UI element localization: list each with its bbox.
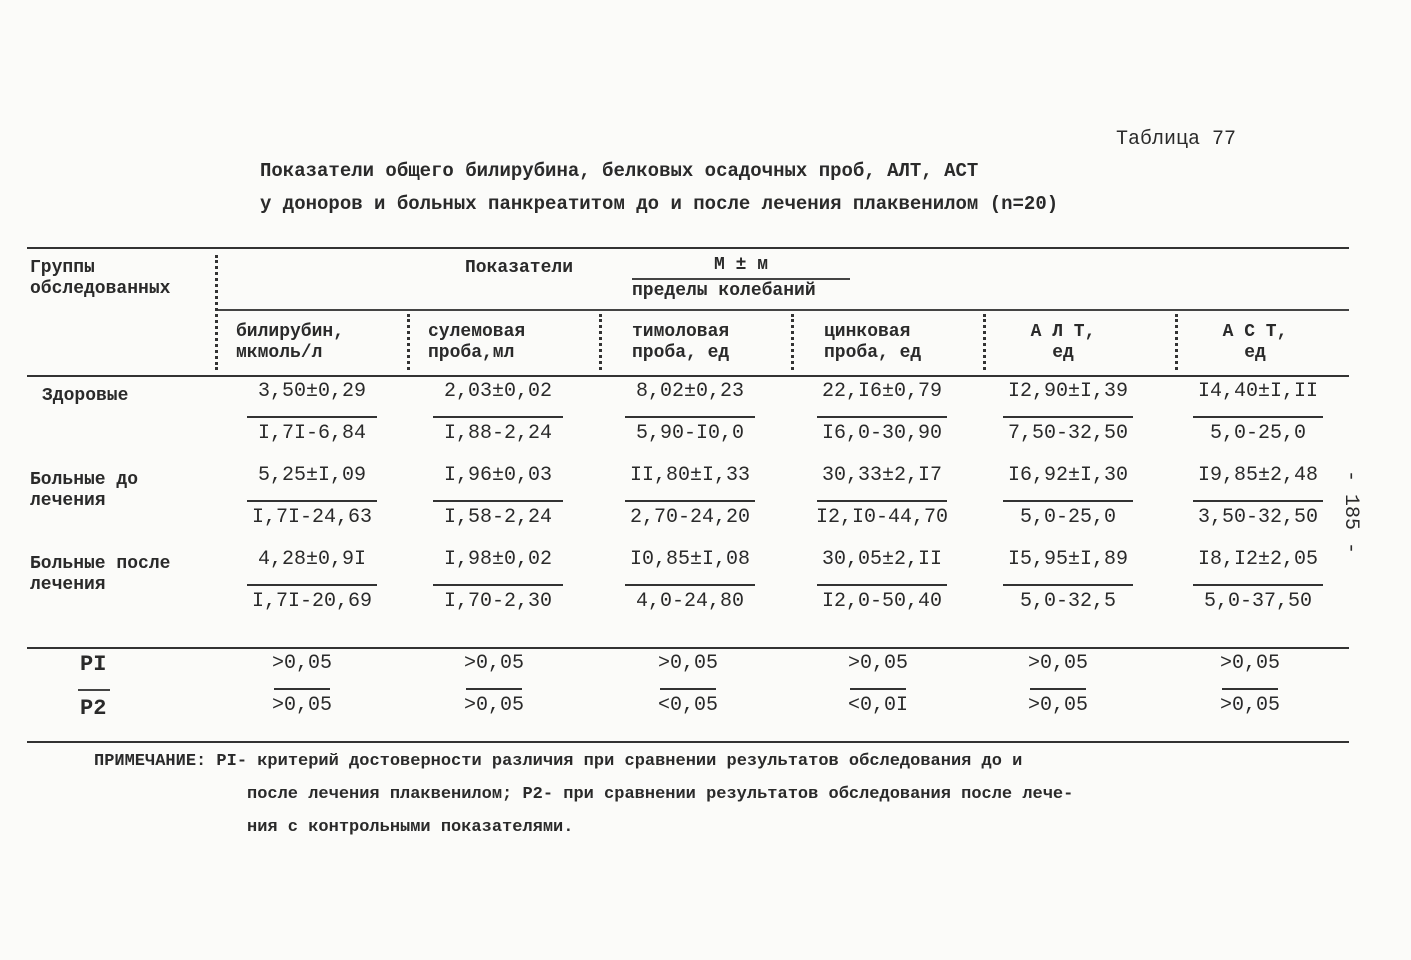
p-fraction-line [274, 688, 330, 690]
note-line-2: после лечения плаквенилом; P2- при сравнении результатов обследования после лече- [247, 785, 1074, 804]
cell-fraction-line [247, 500, 377, 502]
cell-mean: II,80±I,33 [629, 464, 751, 487]
cell-fraction-line [1193, 416, 1323, 418]
column-header-alt: А Л Т, ед [1030, 322, 1096, 363]
p2-value: >0,05 [1219, 694, 1280, 717]
cell-mean: I6,92±I,30 [1007, 464, 1129, 487]
cell-range: I,70-2,30 [443, 590, 553, 613]
p2-value: >0,05 [463, 694, 524, 717]
cell-mean: 30,33±2,I7 [821, 464, 943, 487]
cell-range: I6,0-30,90 [821, 422, 943, 445]
cell-range: 3,50-32,50 [1197, 506, 1319, 529]
p-fraction-line [660, 688, 716, 690]
cell-range: I,7I-6,84 [257, 422, 367, 445]
p1-label: PI [80, 652, 107, 677]
cell-mean: 22,I6±0,79 [821, 380, 943, 403]
cell-fraction-line [1193, 584, 1323, 586]
column-separator [407, 314, 410, 370]
p1-value: >0,05 [463, 652, 524, 675]
column-separator [1175, 314, 1178, 370]
header-bottom-rule [27, 375, 1349, 377]
cell-range: 5,0-25,0 [1209, 422, 1306, 445]
page-number: - 185 - [1339, 470, 1362, 555]
cell-mean: 3,50±0,29 [257, 380, 367, 403]
p-fraction-line [1030, 688, 1086, 690]
cell-fraction-line [433, 500, 563, 502]
cell-range: 2,70-24,20 [629, 506, 751, 529]
cell-range: 5,0-32,5 [1019, 590, 1116, 613]
cell-fraction-line [625, 500, 755, 502]
cell-range: I,58-2,24 [443, 506, 553, 529]
cell-fraction-line [817, 500, 947, 502]
column-separator [215, 255, 218, 370]
cell-range: 5,0-25,0 [1019, 506, 1116, 529]
table-label: Таблица 77 [1116, 128, 1237, 151]
column-separator [791, 314, 794, 370]
p2-value: >0,05 [1027, 694, 1088, 717]
cell-mean: 4,28±0,9I [257, 548, 367, 571]
cell-mean: I2,90±I,39 [1007, 380, 1129, 403]
column-header-thymol-test: тимоловая проба, ед [632, 322, 730, 363]
column-separator [599, 314, 602, 370]
cell-range: I,88-2,24 [443, 422, 553, 445]
cell-mean: I5,95±I,89 [1007, 548, 1129, 571]
cell-fraction-line [625, 584, 755, 586]
p-fraction-line [850, 688, 906, 690]
stat-header-fraction-line [632, 278, 850, 280]
cell-range: 4,0-24,80 [635, 590, 745, 613]
header-sub-rule [218, 309, 1349, 311]
column-header-ast: А С Т, ед [1222, 322, 1288, 363]
table-title-line-2: у доноров и больных панкреатитом до и после лечения плаквенилом (n=20) [260, 193, 1059, 215]
group-label-after-treatment: Больные после лечения [30, 554, 171, 595]
cell-fraction-line [1003, 500, 1133, 502]
cell-range: 5,90-I0,0 [635, 422, 745, 445]
column-header-zinc-test: цинковая проба, ед [824, 322, 922, 363]
p2-value: >0,05 [271, 694, 332, 717]
column-header-sublimate-test: сулемовая проба,мл [428, 322, 526, 363]
cell-range: I,7I-24,63 [251, 506, 373, 529]
p2-label: P2 [80, 696, 107, 721]
cell-fraction-line [817, 416, 947, 418]
cell-range: I2,I0-44,70 [815, 506, 949, 529]
cell-mean: I0,85±I,08 [629, 548, 751, 571]
column-separator [983, 314, 986, 370]
table-title-line-1: Показатели общего билирубина, белковых осадочных проб, АЛТ, АСТ [260, 160, 979, 182]
cell-fraction-line [625, 416, 755, 418]
p1-value: >0,05 [1219, 652, 1280, 675]
p-fraction-line [466, 688, 522, 690]
cell-mean: 8,02±0,23 [635, 380, 745, 403]
p1-value: >0,05 [657, 652, 718, 675]
table-bottom-rule [27, 741, 1349, 743]
cell-fraction-line [1003, 584, 1133, 586]
p-label-fraction-line [78, 689, 110, 691]
indicators-header: Показатели [465, 258, 574, 278]
cell-mean: I,98±0,02 [443, 548, 553, 571]
cell-range: 5,0-37,50 [1203, 590, 1313, 613]
cell-fraction-line [433, 416, 563, 418]
p2-value: <0,0I [847, 694, 908, 717]
column-header-bilirubin: билирубин, мкмоль/л [236, 322, 345, 363]
cell-mean: I9,85±2,48 [1197, 464, 1319, 487]
cell-range: I,7I-20,69 [251, 590, 373, 613]
group-column-header: Группы обследованных [30, 258, 171, 299]
cell-fraction-line [817, 584, 947, 586]
p1-value: >0,05 [271, 652, 332, 675]
cell-range: I2,0-50,40 [821, 590, 943, 613]
p-row-top-rule [27, 647, 1349, 649]
stat-header-top: М ± м [713, 255, 768, 275]
cell-fraction-line [1193, 500, 1323, 502]
cell-range: 7,50-32,50 [1007, 422, 1129, 445]
p1-value: >0,05 [847, 652, 908, 675]
cell-mean: 2,03±0,02 [443, 380, 553, 403]
note-line-3: ния с контрольными показателями. [247, 818, 574, 837]
note-line-1: ПРИМЕЧАНИЕ: PI- критерий достоверности различия при сравнении результатов обследования до и [94, 752, 1023, 771]
cell-fraction-line [247, 416, 377, 418]
group-label-healthy: Здоровые [42, 386, 129, 406]
table-top-rule [27, 247, 1349, 249]
cell-mean: I8,I2±2,05 [1197, 548, 1319, 571]
p-fraction-line [1222, 688, 1278, 690]
group-label-before-treatment: Больные до лечения [30, 470, 139, 511]
cell-mean: 5,25±I,09 [257, 464, 367, 487]
cell-mean: I4,40±I,II [1197, 380, 1319, 403]
cell-fraction-line [247, 584, 377, 586]
cell-mean: 30,05±2,II [821, 548, 943, 571]
stat-header-bottom: пределы колебаний [632, 281, 816, 301]
cell-mean: I,96±0,03 [443, 464, 553, 487]
cell-fraction-line [433, 584, 563, 586]
p2-value: <0,05 [657, 694, 718, 717]
p1-value: >0,05 [1027, 652, 1088, 675]
cell-fraction-line [1003, 416, 1133, 418]
